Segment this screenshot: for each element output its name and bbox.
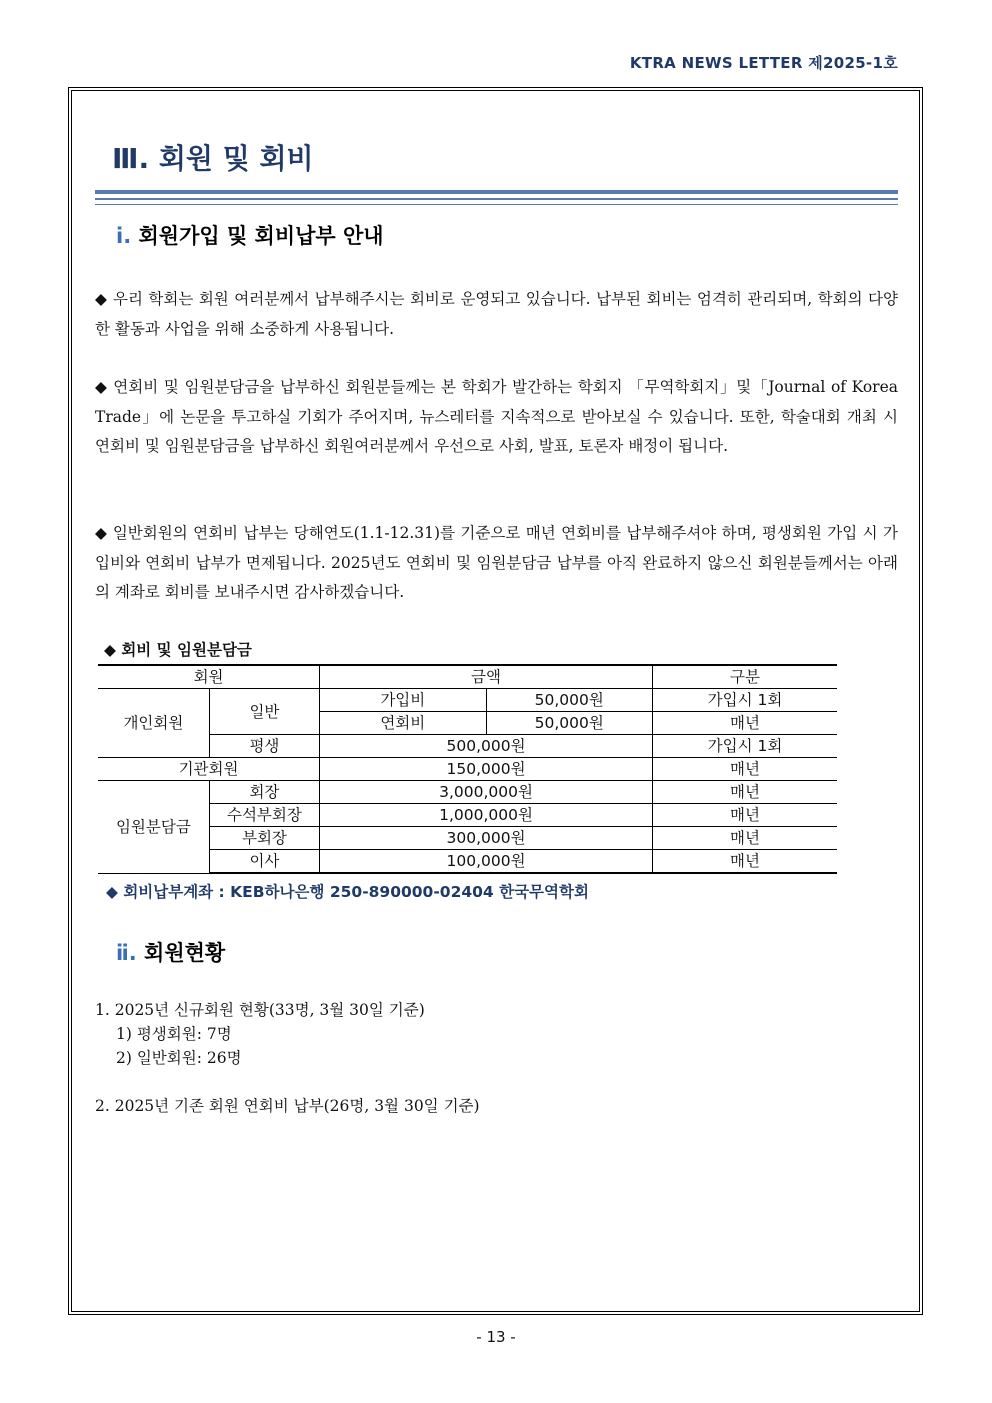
page-number: - 13 -: [476, 1328, 516, 1346]
table-row: [98, 689, 837, 712]
subsection-label-1: 회원가입 및 회비납부 안내: [138, 224, 384, 248]
cell-officer-type: 매년: [652, 781, 837, 804]
cell-officer-type: 매년: [652, 804, 837, 827]
table-row: [98, 781, 837, 804]
cell-annual-amount: 50,000원: [486, 712, 652, 735]
cell-officer-amount: 1,000,000원: [320, 804, 653, 827]
subsection-number-2: ⅱ.: [116, 941, 137, 965]
paragraph-2: ◆ 연회비 및 임원분담금을 납부하신 회원분들께는 본 학회가 발간하는 학회지 「무역학회지」및「Journal of Korea Trade」에 논문을 투고하실 기회가 주어지며, 뉴스레터를 지속적으로 받아보실 수 있습니다. 또한, 학술대회 개최 시 연회비 및 임원분담금을 납부하신 회원여러분께서 우선으로 사회, 발표, 토론자 배정이 됩니다.: [95, 378, 898, 455]
subsection-label-2: 회원현황: [144, 941, 226, 965]
cell-lifetime: 평생: [209, 735, 319, 758]
table-row: [98, 804, 837, 827]
header-member: 회원: [98, 665, 320, 689]
section-title: Ⅲ. 회원 및 회비: [112, 142, 314, 175]
cell-officer: 임원분담금: [98, 781, 209, 874]
newsletter-header: KTRA NEWS LETTER 제2025-1호: [629, 54, 898, 72]
subsection-title-2: [116, 937, 225, 967]
payment-account: ◆ 회비납부계좌 : KEB하나은행 250-890000-02404 한국무역학회: [106, 883, 589, 901]
table-row: [98, 665, 837, 689]
paragraph-1: ◆ 우리 학회는 회원 여러분께서 납부해주시는 회비로 운영되고 있습니다. 납부된 회비는 엄격히 관리되며, 학회의 다양한 활동과 사업을 위해 소중하게 사용됩니다.: [95, 290, 898, 338]
cell-join-fee: 가입비: [320, 689, 486, 712]
table-row: [98, 827, 837, 850]
header-type: 구분: [652, 665, 837, 689]
status-item-2: 2. 2025년 기존 회원 연회비 납부(26명, 3월 30일 기준): [95, 1097, 480, 1115]
cell-annual-type: 매년: [652, 712, 837, 735]
cell-general: 일반: [209, 689, 319, 735]
cell-lifetime-type: 가입시 1회: [652, 735, 837, 758]
table-row: [98, 735, 837, 758]
cell-institution: 기관회원: [98, 758, 320, 781]
title-rule-thick: [95, 190, 898, 194]
cell-join-type: 가입시 1회: [652, 689, 837, 712]
cell-officer-type: 매년: [652, 850, 837, 874]
header-amount: 금액: [320, 665, 653, 689]
cell-officer-role: 이사: [209, 850, 319, 874]
cell-annual-fee: 연회비: [320, 712, 486, 735]
table-row: [98, 758, 837, 781]
title-rule-mid: [95, 198, 898, 200]
cell-officer-type: 매년: [652, 827, 837, 850]
status-item-1a: 1) 평생회원: 7명: [116, 1025, 232, 1043]
title-rule-thin: [95, 204, 898, 205]
cell-institution-type: 매년: [652, 758, 837, 781]
cell-lifetime-amount: 500,000원: [320, 735, 653, 758]
cell-individual: 개인회원: [98, 689, 209, 758]
table-row: [98, 850, 837, 874]
fee-table-caption: ◆ 회비 및 임원분담금: [104, 641, 252, 659]
subsection-title-1: [116, 220, 384, 250]
cell-officer-role: 수석부회장: [209, 804, 319, 827]
status-item-1: 1. 2025년 신규회원 현황(33명, 3월 30일 기준): [95, 1001, 425, 1019]
status-item-1b: 2) 일반회원: 26명: [116, 1049, 242, 1067]
paragraph-3: ◆ 일반회원의 연회비 납부는 당해연도(1.1-12.31)를 기준으로 매년 연회비를 납부해주셔야 하며, 평생회원 가입 시 가입비와 연회비 납부가 면제됩니다. 2025년도 연회비 및 임원분담금 납부를 아직 완료하지 않으신 회원분들께서는 아래의 계좌로 회비를 보내주시면 감사하겠습니다.: [95, 524, 898, 601]
cell-institution-amount: 150,000원: [320, 758, 653, 781]
subsection-number-1: ⅰ.: [116, 224, 132, 248]
cell-officer-amount: 100,000원: [320, 850, 653, 874]
cell-join-amount: 50,000원: [486, 689, 652, 712]
cell-officer-amount: 300,000원: [320, 827, 653, 850]
cell-officer-amount: 3,000,000원: [320, 781, 653, 804]
fee-table: [98, 664, 837, 874]
cell-officer-role: 부회장: [209, 827, 319, 850]
cell-officer-role: 회장: [209, 781, 319, 804]
